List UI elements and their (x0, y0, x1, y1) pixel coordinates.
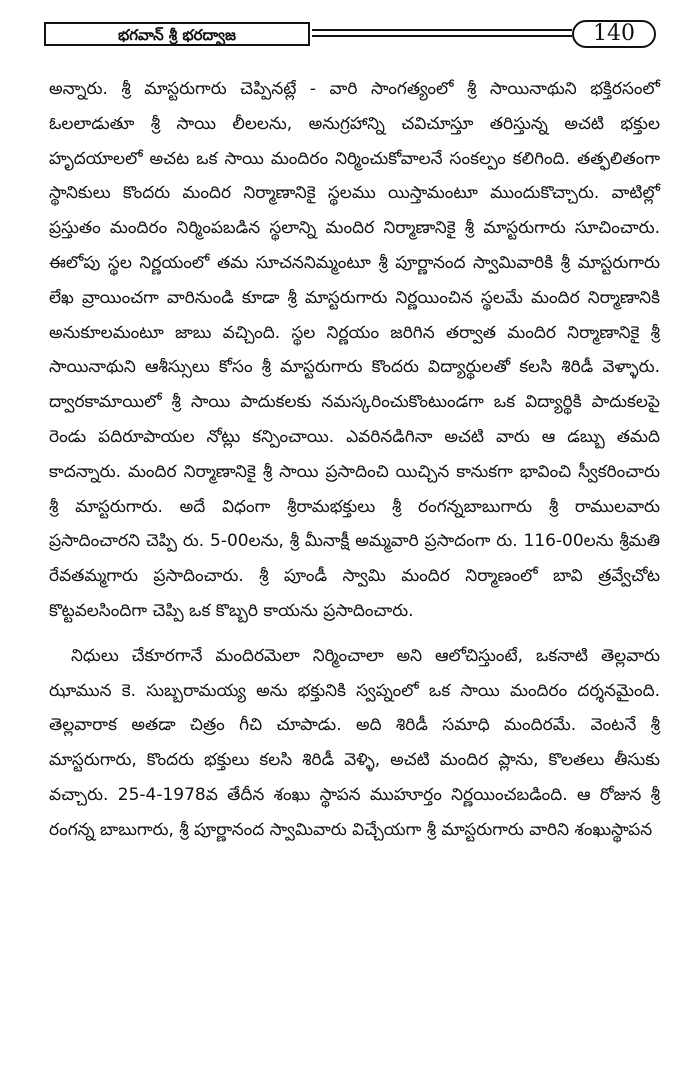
paragraph: అన్నారు. శ్రీ మాస్టరుగారు చెప్పినట్లే - వారి సాంగత్యంలో శ్రీ సాయినాథుని భక్తిరసంలో ఓలలాడుతూ శ్రీ సాయి లీలలను, అనుగ్రహాన్ని చవిచూస్తూ తరిస్తున్న అచటి భక్తుల హృదయాలలో అచట ఒక సాయి మందిరం నిర్మించుకోవాలనే సంకల్పం కలిగింది. తత్ఫలితంగా స్థానికులు కొందరు మందిర నిర్మాణానికై స్థలము యిస్తామంటూ ముందుకొచ్చారు. వాటిల్లో ప్రస్తుతం మందిరం నిర్మింపబడిన స్థలాన్ని మందిర నిర్మాణానికై శ్రీ మాస్టరుగారు సూచించారు. ఈలోపు స్థల నిర్ణయంలో తమ సూచననిమ్మంటూ శ్రీ పూర్ణానంద స్వామివారికి శ్రీ మాస్టరుగారు లేఖ వ్రాయించగా వారినుండి కూడా శ్రీ మాస్టరుగారు నిర్ణయించిన స్థలమే మందిర నిర్మాణానికి అనుకూలమంటూ జాబు వచ్చింది. స్థల నిర్ణయం జరిగిన తర్వాత మందిర నిర్మాణానికై శ్రీ సాయినాథుని ఆశీస్సులు కోసం శ్రీ మాస్టరుగారు కొందరు విద్యార్థులతో కలసి శిరిడీ వెళ్ళారు. ద్వారకామాయిలో శ్రీ సాయి పాదుకలకు నమస్కరించుకొంటుండగా ఒక విద్యార్థికి పాదుకలపై రెండు పదిరూపాయల నోట్లు కన్పించాయి. ఎవరినడిగినా అచటి వారు ఆ డబ్బు తమది కాదన్నారు. మందిర నిర్మాణానికై శ్రీ సాయి ప్రసాదించి యిచ్చిన కానుకగా భావించి స్వీకరించారు శ్రీ మాస్టరుగారు. అదే విధంగా శ్రీరామభక్తులు శ్రీ రంగన్నబాబుగారు శ్రీ రాములవారు ప్రసాదించారని చెప్పి రు. 5-00లను, శ్రీ మీనాక్షీ అమ్మవారి ప్రసాదంగా రు. 116-00లను శ్రీమతి రేవతమ్మగారు ప్రసాదించారు. శ్రీ పూండీ స్వామి మందిర నిర్మాణంలో బావి త్రవ్వేచోట కొట్టవలసిందిగా చెప్పి ఒక కొబ్బరి కాయను ప్రసాదించారు. (49, 79, 660, 621)
book-title: భగవాన్ శ్రీ భరద్వాజ (118, 26, 236, 44)
page-body (49, 72, 660, 848)
header-title-box (44, 22, 310, 46)
header-rule-top (312, 29, 572, 31)
page-number: 140 (572, 20, 656, 48)
header-rule-bottom (312, 35, 572, 37)
running-header (44, 22, 656, 52)
paragraph: నిధులు చేకూరగానే మందిరమెలా నిర్మించాలా అని ఆలోచిస్తుంటే, ఒకనాటి తెల్లవారు ఝామున కె. సుబ్బరామయ్య అను భక్తునికి స్వప్నంలో ఒక సాయి మందిరం దర్శనమైంది. తెల్లవారాక అతడా చిత్రం గీచి చూపాడు. అది శిరిడీ సమాధి మందిరమే. వెంటనే శ్రీ మాస్టరుగారు, కొందరు భక్తులు కలసి శిరిడీ వెళ్ళి, అచటి మందిర ప్లాను, కొలతలు తీసుకు వచ్చారు. 25-4-1978వ తేదీన శంఖు స్థాపన ముహూర్తం నిర్ణయించబడింది. ఆ రోజున శ్రీ రంగన్న బాబుగారు, శ్రీ పూర్ణానంద స్వామివారు విచ్చేయగా శ్రీ మాస్టరుగారు వారిని శంఖుస్థాపన (49, 645, 660, 840)
